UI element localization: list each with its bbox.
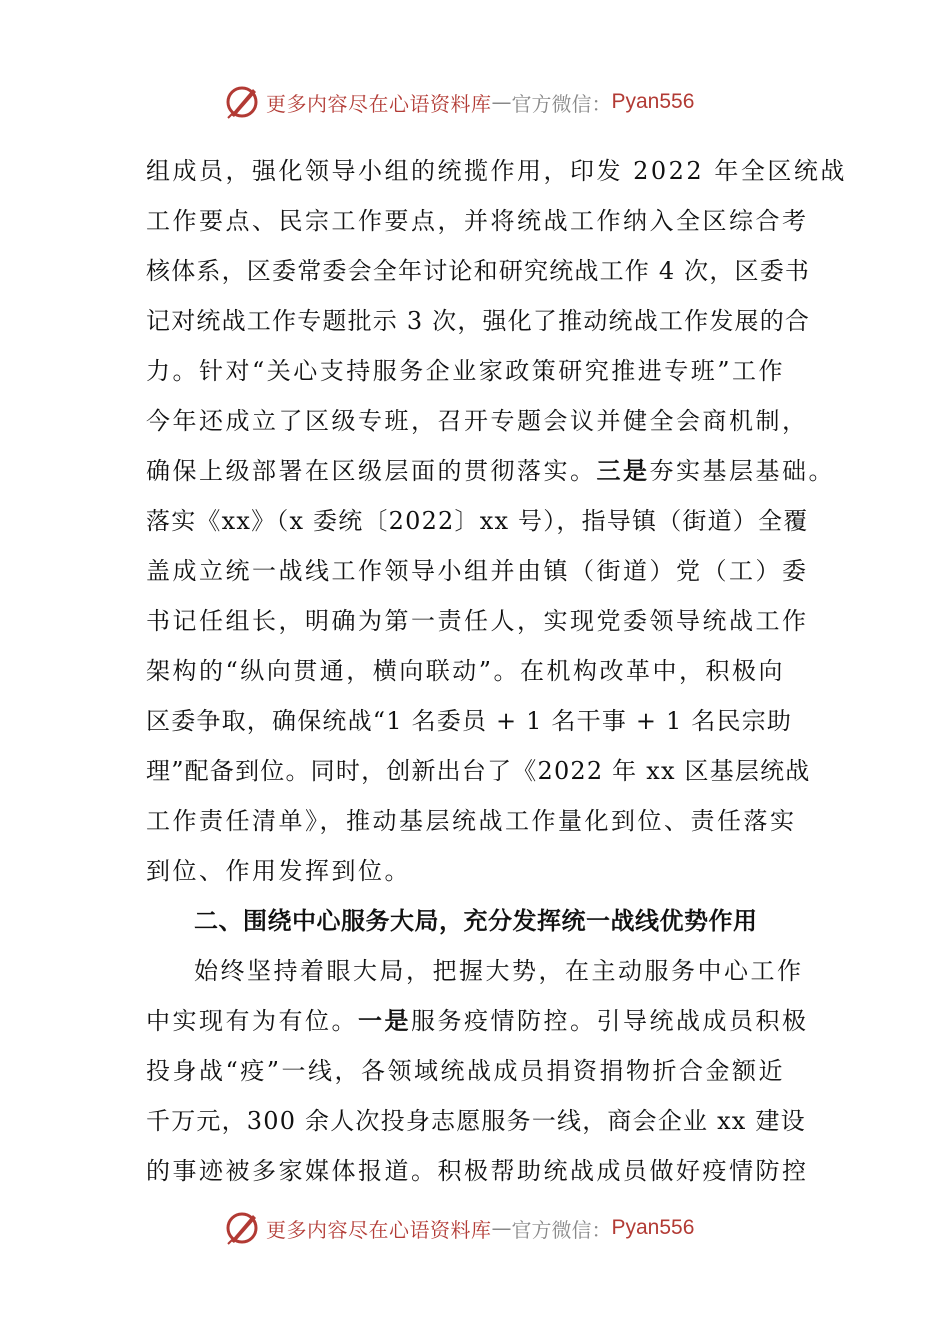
paragraph-line: 的事迹被多家媒体报道。积极帮助统战成员做好疫情防控 bbox=[146, 1157, 809, 1185]
banner-wechat-id: Pyan556 bbox=[611, 90, 695, 113]
paragraph-line: 书记任组长，明确为第一责任人，实现党委领导统战工作 bbox=[146, 607, 809, 635]
paragraph-line: 工作责任清单》，推动基层统战工作量化到位、责任落实 bbox=[146, 807, 797, 835]
paragraph-line: 架构的“纵向贯通，横向联动”。在机构改革中，积极向 bbox=[146, 657, 786, 685]
section-heading: 二、围绕中心服务大局，充分发挥统一战线优势作用 bbox=[194, 907, 758, 935]
line-text: 确保上级部署在区级层面的贯彻落实。 bbox=[146, 457, 597, 485]
banner-wechat-label: 官方微信： bbox=[511, 1217, 612, 1242]
paragraph-line: 始终坚持着眼大局，把握大势，在主动服务中心工作 bbox=[194, 957, 804, 985]
paragraph-line: 核体系，区委常委会全年讨论和研究统战工作 4 次，区委书 bbox=[146, 257, 811, 285]
footer-banner bbox=[222, 1208, 742, 1248]
banner-dash: — bbox=[491, 90, 512, 114]
header-banner bbox=[222, 82, 742, 122]
paragraph-line: 今年还成立了区级专班，召开专题会议并健全会商机制， bbox=[146, 407, 809, 435]
paragraph-line: 理”配备到位。同时，创新出台了《2022 年 xx 区基层统战 bbox=[146, 757, 811, 785]
line-text: 夯实基层基础。 bbox=[649, 457, 835, 485]
paragraph-line: 投身战“疫”一线，各领域统战成员捐资捐物折合金额近 bbox=[146, 1057, 786, 1085]
paragraph-line: 落实《xx》（x 委统〔2022〕xx 号），指导镇（街道）全覆 bbox=[146, 507, 809, 535]
paragraph-line: 千万元，300 余人次投身志愿服务一线，商会企业 xx 建设 bbox=[146, 1107, 806, 1135]
paragraph-line: 组成员，强化领导小组的统揽作用，印发 2022 年全区统战 bbox=[146, 157, 847, 185]
emphasis-label: 三是 bbox=[596, 456, 650, 485]
banner-wechat-id: Pyan556 bbox=[611, 1216, 695, 1239]
banner-text: 更多内容尽在心语资料库 bbox=[266, 1217, 492, 1242]
paragraph-line: 区委争取，确保统战“1 名委员 + 1 名干事 + 1 名民宗助 bbox=[146, 707, 793, 735]
paragraph-line: 盖成立统一战线工作领导小组并由镇（街道）党（工）委 bbox=[146, 557, 809, 585]
quill-logo-icon bbox=[222, 82, 262, 122]
emphasis-label: 一是 bbox=[358, 1006, 411, 1035]
document-body bbox=[146, 146, 846, 1196]
quill-logo-icon bbox=[222, 1208, 262, 1248]
line-text: 中实现有为有位。 bbox=[146, 1007, 358, 1035]
paragraph-line: 记对统战工作专题批示 3 次，强化了推动统战工作发展的合 bbox=[146, 307, 811, 335]
banner-text: 更多内容尽在心语资料库 bbox=[266, 91, 492, 116]
paragraph-line bbox=[146, 446, 846, 496]
line-text: 服务疫情防控。引导统战成员积极 bbox=[411, 1007, 809, 1035]
paragraph-line bbox=[146, 996, 846, 1046]
banner-dash: — bbox=[491, 1216, 512, 1240]
banner-wechat-label: 官方微信： bbox=[511, 91, 612, 116]
paragraph-line: 工作要点、民宗工作要点，并将统战工作纳入全区综合考 bbox=[146, 207, 809, 235]
paragraph-line: 到位、作用发挥到位。 bbox=[146, 857, 411, 885]
paragraph-line: 力。针对“关心支持服务企业家政策研究推进专班”工作 bbox=[146, 357, 786, 385]
